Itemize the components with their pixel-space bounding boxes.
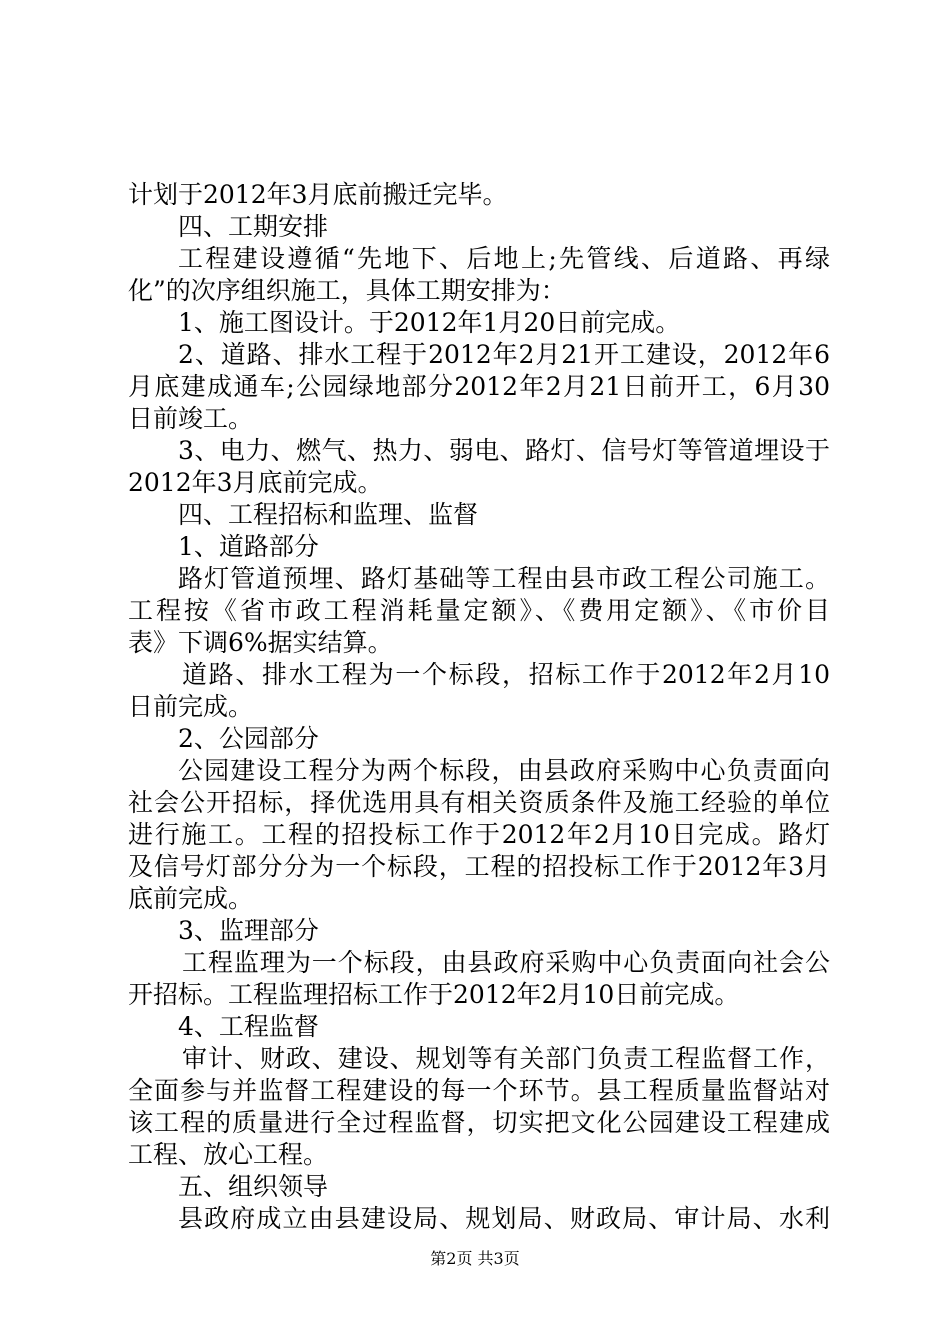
text-line: 道路、排水工程为一个标段，招标工作于2012年2月10 (182, 660, 830, 689)
text-line: 计划于2012年3月底前搬迁完毕。 (128, 180, 508, 209)
section-heading: 五、组织领导 (178, 1172, 329, 1201)
text-line: 日前完成。 (128, 692, 254, 721)
text-line: 全面参与并监督工程建设的每一个环节。县工程质量监督站对 (128, 1076, 830, 1105)
text-line: 表》下调6%据实结算。 (128, 628, 393, 657)
text-line: 工程监理为一个标段，由县政府采购中心负责面向社会公 (182, 948, 830, 977)
text-line: 进行施工。工程的招投标工作于2012年2月10日完成。路灯 (128, 820, 830, 849)
text-line: 日前竣工。 (128, 404, 254, 433)
list-item: 3、电力、燃气、热力、弱电、路灯、信号灯等管道埋设于 (178, 436, 830, 465)
page-footer: 第2页 共3页 (430, 1249, 520, 1268)
list-item: 1、施工图设计。于2012年1月20日前完成。 (178, 308, 681, 337)
text-line: 底前完成。 (128, 884, 254, 913)
text-line: 工程按《省市政工程消耗量定额》、《费用定额》、《市价目 (128, 596, 830, 625)
text-line: 工程、放心工程。 (128, 1140, 329, 1169)
subsection-heading: 4、工程监督 (178, 1012, 319, 1041)
text-line: 审计、财政、建设、规划等有关部门负责工程监督工作， (182, 1044, 830, 1073)
subsection-heading: 3、监理部分 (178, 916, 319, 945)
section-heading: 四、工程招标和监理、监督 (178, 500, 479, 529)
text-line: 该工程的质量进行全过程监督，切实把文化公园建设工程建成 (128, 1108, 830, 1137)
text-line: 社会公开招标，择优选用具有相关资质条件及施工经验的单位 (128, 788, 830, 817)
text-line: 化”的次序组织施工，具体工期安排为： (128, 276, 566, 305)
text-line: 路灯管道预埋、路灯基础等工程由县市政工程公司施工。 (178, 564, 830, 593)
text-line: 2012年3月底前完成。 (128, 468, 383, 497)
section-heading: 四、工期安排 (178, 212, 329, 241)
text-line: 工程建设遵循“先地下、后地上;先管线、后道路、再绿 (178, 244, 830, 273)
text-line: 及信号灯部分分为一个标段，工程的招投标工作于2012年3月 (128, 852, 830, 881)
subsection-heading: 1、道路部分 (178, 532, 319, 561)
text-line: 公园建设工程分为两个标段，由县政府采购中心负责面向 (178, 756, 830, 785)
text-line: 县政府成立由县建设局、规划局、财政局、审计局、水利 (178, 1204, 830, 1233)
subsection-heading: 2、公园部分 (178, 724, 319, 753)
list-item: 2、道路、排水工程于2012年2月21开工建设，2012年6 (178, 340, 830, 369)
text-line: 开招标。工程监理招标工作于2012年2月10日前完成。 (128, 980, 740, 1009)
text-line: 月底建成通车;公园绿地部分2012年2月21日前开工，6月30 (128, 372, 830, 401)
